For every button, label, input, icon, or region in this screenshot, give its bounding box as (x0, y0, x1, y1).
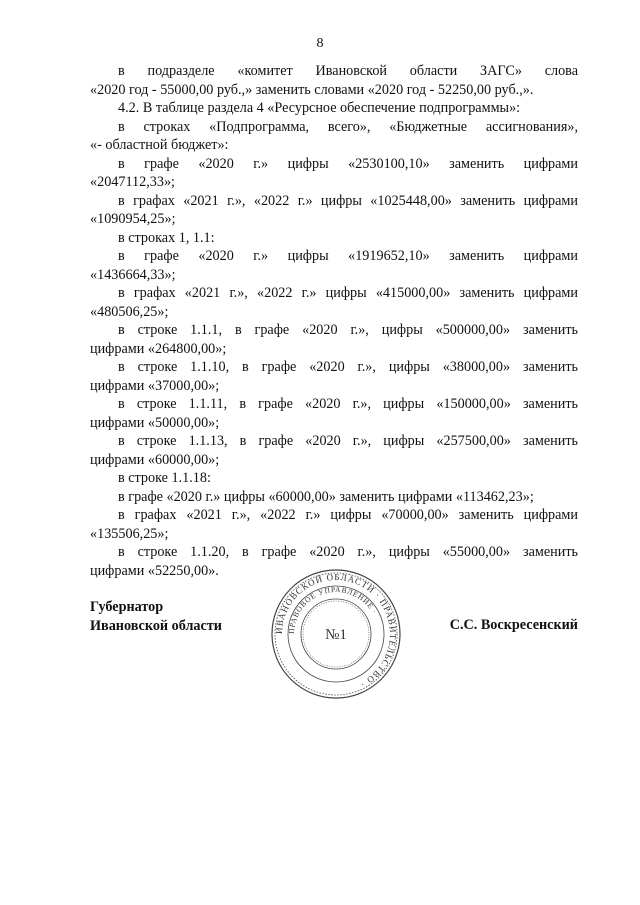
paragraph-line: цифрами «50000,00»; (90, 414, 220, 431)
paragraph-line: «2020 год - 55000,00 руб.,» заменить словами «2020 год - 52250,00 руб.,». (90, 81, 534, 98)
paragraph-line: цифрами «264800,00»; (90, 340, 227, 357)
paragraph-line: в графе «2020 г.» цифры «60000,00» заменить цифрами «113462,23»; (118, 488, 534, 505)
signer-position-line1: Губернатор (90, 599, 164, 615)
paragraph-line: в строке 1.1.18: (118, 470, 211, 486)
seal-inner-text: ПРАВОВОЕ УПРАВЛЕНИЕ · (286, 584, 380, 635)
paragraph-line: «- областной бюджет»: (90, 137, 229, 153)
paragraph-line: в строке 1.1.13, в графе «2020 г.», цифры «257500,00» заменить (118, 433, 578, 449)
paragraph-line: в подразделе «комитет Ивановской области ЗАГС» слова (118, 63, 578, 79)
paragraph-line: 4.2. В таблице раздела 4 «Ресурсное обеспечение подпрограммы»: (118, 100, 521, 116)
paragraph-line: цифрами «60000,00»; (90, 451, 220, 468)
paragraph-line: в графах «2021 г.», «2022 г.» цифры «415000,00» заменить цифрами (118, 285, 578, 301)
document-body (90, 62, 578, 580)
paragraph-line: «480506,25»; (90, 303, 169, 320)
signer-position-line2: Ивановской области (90, 618, 222, 634)
paragraph-line: «1090954,25»; (90, 211, 176, 227)
paragraph-line: в графе «2020 г.» цифры «2530100,10» заменить цифрами (118, 155, 578, 172)
page-number: 8 (316, 36, 324, 51)
paragraph-line: в строке 1.1.1, в графе «2020 г.», цифры «500000,00» заменить (118, 322, 578, 338)
signer-name: С.С. Воскресенский (449, 617, 578, 633)
paragraph-line: в строке 1.1.10, в графе «2020 г.», цифры «38000,00» заменить (118, 359, 578, 375)
paragraph-line: в строке 1.1.11, в графе «2020 г.», цифры «150000,00» заменить (118, 396, 578, 412)
paragraph-line: цифрами «52250,00». (90, 562, 219, 579)
paragraph-line: цифрами «37000,00»; (90, 377, 220, 394)
paragraph-line: в строке 1.1.20, в графе «2020 г.», цифры «55000,00» заменить (118, 544, 578, 560)
paragraph-line: «2047112,33»; (90, 174, 175, 190)
official-seal (270, 568, 402, 700)
paragraph-line: в графе «2020 г.» цифры «1919652,10» заменить цифрами (118, 248, 578, 264)
seal-outer-text: ИВАНОВСКОЙ ОБЛАСТИ · ПРАВИТЕЛЬСТВО · (273, 571, 399, 690)
signature-title (90, 598, 222, 636)
seal-center-number: №1 (325, 627, 347, 643)
paragraph-line: «135506,25»; (90, 525, 169, 542)
paragraph-line: в графах «2021 г.», «2022 г.» цифры «70000,00» заменить цифрами (118, 507, 578, 523)
paragraph-line: в строках «Подпрограмма, всего», «Бюджетные ассигнования», (118, 118, 578, 135)
paragraph-line: в графах «2021 г.», «2022 г.» цифры «1025448,00» заменить цифрами (118, 192, 578, 209)
paragraph-line: «1436664,33»; (90, 266, 176, 283)
paragraph-line: в строках 1, 1.1: (118, 229, 215, 246)
